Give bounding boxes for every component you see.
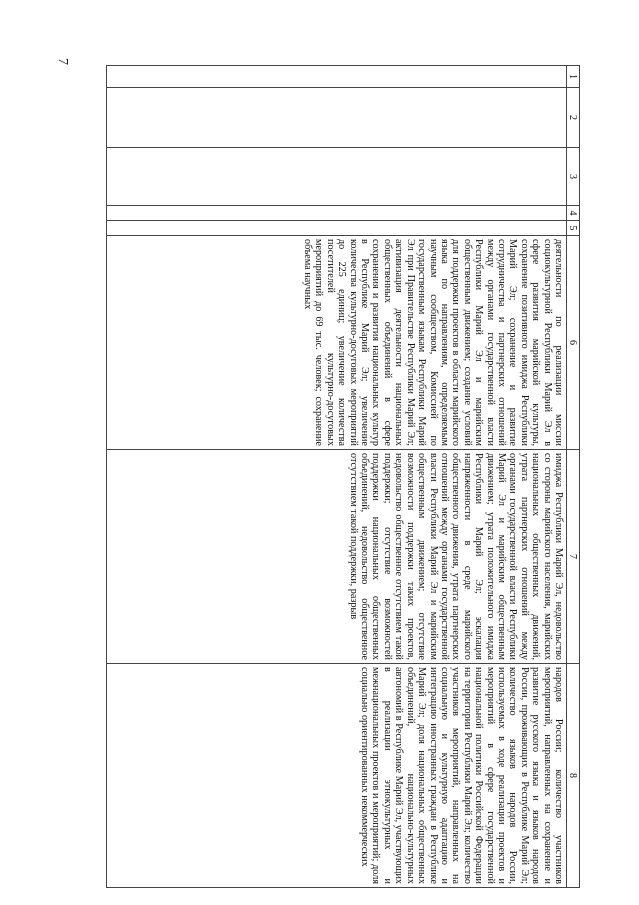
column-header-8: 8 (567, 664, 580, 888)
column-header-6: 6 (567, 236, 580, 450)
cell-col-7 (107, 450, 567, 664)
table-row (107, 66, 567, 888)
header-row (567, 66, 580, 888)
column-header-5: 5 (567, 221, 580, 236)
page-number: 7 (55, 58, 70, 65)
column-header-7: 7 (567, 450, 580, 664)
cell-col-6 (107, 236, 567, 450)
rotated-table-container (105, 65, 580, 887)
column-header-1: 1 (567, 66, 580, 88)
cell-col-4 (107, 206, 567, 221)
program-table (106, 65, 580, 888)
indicators-text: народов России; количество участников мероприятий, направленных на сохранение и развитие русского языка и языков народов России, проживающих в Республике Марий Эл; количество языков народов России, используемых в ходе реализации проектов и мероприятий в сфере государственной национальной политики Российской Федерации на территории Республики Марий Эл; количество участников мероприятий, направленных на социальную и культурную адаптацию и интеграцию иностранных граждан в Республике Марий Эл; доля национальных общественных объединений, национально-культурных автономий в Республике Марий Эл, участвующих в реализации этнокультурных и межнациональных проектов и мероприятий; доля социально ориентированных некоммерческих (359, 667, 564, 884)
column-header-2: 2 (567, 88, 580, 148)
cell-col-1 (107, 66, 567, 88)
column-header-3: 3 (567, 148, 580, 206)
cell-col-2 (107, 88, 567, 148)
expected-results-text: деятельности по реализации миссии социокультурной Республики Марий Эл в сфере развития марийской культуры, сохранение позитивного имиджа Республики Марий Эл; сохранение и развитие сотрудничества и партнерских отношений между органами государственной власти Республики Марий Эл и марийским общественным движением; создание условий для поддержки проектов в области марийского языка по направлениям, определяемым научным сообществом, Комиссией по государственным языкам Республики Марий Эл при Правительстве Республики Марий Эл; активизация деятельности национальных общественных объединений в сфере сохранения и развития национальных культур в Республике Марий Эл; увеличение количества культурно-досуговых мероприятий до 225 единиц; увеличение количества посетителей культурно-досуговых мероприятий до 69 тыс. человек; сохранение объема научных (302, 239, 564, 446)
cell-col-3 (107, 148, 567, 206)
consequences-text: имиджа Республики Марий Эл, недовольство со стороны марийского населения, марийских национальных общественных движений, утрата партнерских отношений между органами государственной власти Республики Марий Эл и марийским общественным движением; утрата положительного имиджа Республики Марий Эл; эскалация напряженности в среде марийского общественного движения, утрата партнерских отношений между органами государственной власти Республики Марий Эл и марийским общественным движением; отсутствие возможности поддержки таких проектов, недовольство общественное отсутствием такой поддержки; отсутствие возможностей поддержки национальных общественных объединений, недовольство общественное отсутствием такой поддержки, разрыв (347, 453, 564, 660)
cell-col-8 (107, 664, 567, 888)
column-header-4: 4 (567, 206, 580, 221)
cell-col-5 (107, 221, 567, 236)
